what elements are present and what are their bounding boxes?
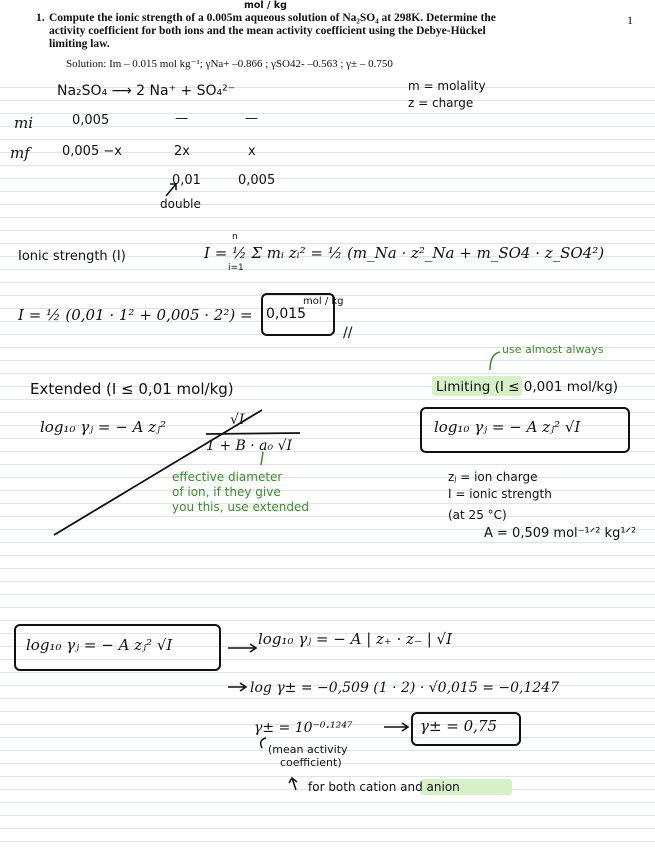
initial-salt-value: 0,005 (72, 113, 110, 128)
row-label-initial: mi (14, 114, 34, 132)
diameter-note-line-1: effective diameter (172, 470, 283, 484)
mean-note-line-2: coefficient) (280, 756, 342, 769)
extended-formula-lhs: log₁₀ γⱼ = − A zⱼ² (40, 418, 167, 436)
mean-activity-calculation: log γ± = −0,509 (1 · 2) · √0,015 = −0,1247 (250, 680, 560, 696)
problem-text: Compute the ionic strength of a 0.005m aqueous solution of Na₂SO₄ at 298K. Determine the activity coefficient for both ions and the mean activity coefficient using the Debye-Hückel limiting law. (49, 12, 496, 50)
cation-concentration: 0,01 (172, 173, 201, 188)
solution-line: Solution: Im – 0.015 mol kg⁻¹; γNa+ –0.866 ; γSO42- –0.563 ; γ± – 0.750 (66, 58, 393, 70)
arrow-to-calculation (228, 683, 246, 691)
definition-z: zⱼ = ion charge (448, 470, 538, 484)
diameter-note-line-2: of ion, if they give (172, 485, 281, 499)
initial-cation-value: — (175, 111, 188, 126)
double-note: double (160, 197, 201, 211)
initial-anion-value: — (245, 111, 258, 126)
use-note-bracket (490, 352, 500, 370)
diameter-note-line-3: you this, use extended (172, 500, 310, 514)
legend-charge: z = charge (408, 96, 474, 110)
mean-activity-formula: log₁₀ γⱼ = − A | z₊ · z₋ | √I (258, 630, 453, 648)
sum-upper-limit: n (232, 232, 238, 242)
definition-temperature: (at 25 °C) (448, 508, 507, 522)
ionic-strength-unit: mol / kg (303, 296, 344, 307)
dissociation-reaction: Na₂SO₄ ⟶ 2 Na⁺ + SO₄²⁻ (57, 83, 236, 99)
double-arrow (166, 184, 176, 196)
arrow-to-result (384, 723, 408, 731)
extended-fraction-bar (206, 433, 300, 434)
mean-note-line-1: (mean activity (268, 743, 348, 756)
gamma-result: γ± = 0,75 (420, 717, 498, 735)
sum-lower-limit: i=1 (228, 263, 244, 273)
definition-I: I = ionic strength (448, 487, 552, 501)
strike-through-line (54, 410, 262, 535)
gamma-power-expression: γ± = 10⁻⁰·¹²⁴⁷ (254, 720, 353, 736)
bottom-formula: log₁₀ γⱼ = − A zⱼ² √I (26, 636, 173, 654)
mean-note-hook (261, 738, 266, 748)
extended-denominator: 1 + B · a₀ √I (206, 438, 293, 454)
use-note: use almost always (502, 343, 604, 356)
page-number: 1 (627, 13, 633, 27)
both-note-arrow (289, 778, 297, 790)
diameter-note-pointer (261, 452, 263, 465)
ionic-strength-calculation: I = ½ (0,01 · 1² + 0,005 · 2²) = (18, 306, 253, 324)
ionic-strength-result: 0,015 (266, 306, 307, 322)
arrow-to-mean-formula (228, 644, 256, 652)
final-anion-value: x (248, 144, 256, 159)
row-label-final: mf (10, 144, 30, 162)
done-mark: // (343, 325, 353, 341)
definition-A: A = 0,509 mol⁻¹ᐟ² kg¹ᐟ² (484, 526, 637, 541)
ionic-strength-label: Ionic strength (I) (18, 249, 126, 264)
legend-molality: m = molality (408, 79, 486, 93)
final-salt-value: 0,005 −x (62, 144, 122, 159)
limiting-formula: log₁₀ γⱼ = − A zⱼ² √I (434, 418, 581, 436)
problem-number: 1. (36, 12, 45, 24)
anion-concentration: 0,005 (238, 173, 276, 188)
both-ions-note: for both cation and anion (308, 780, 460, 794)
unit-annotation: mol / kg (244, 0, 287, 11)
final-cation-value: 2x (174, 144, 190, 159)
extended-title: Extended (I ≤ 0,01 mol/kg) (30, 380, 234, 398)
limiting-title: Limiting (I ≤ 0,001 mol/kg) (436, 379, 619, 395)
ionic-strength-definition: I = ½ Σ mᵢ zᵢ² = ½ (m_Na · z²_Na + m_SO4 · z_SO4²) (204, 244, 605, 262)
extended-numerator: √I (230, 412, 245, 428)
